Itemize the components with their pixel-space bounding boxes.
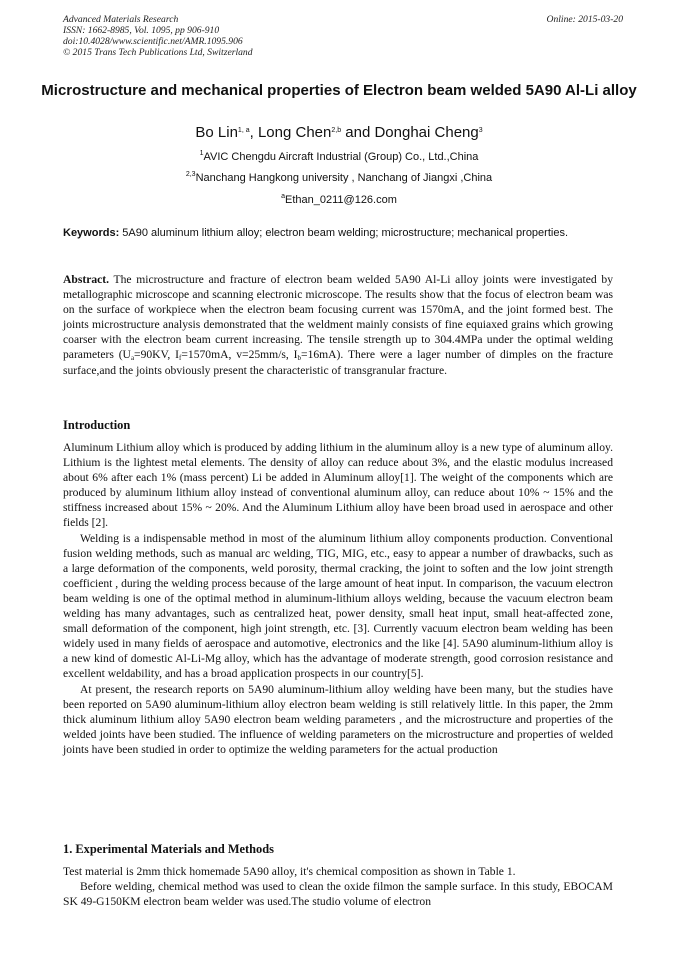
copyright-line: © 2015 Trans Tech Publications Ltd, Switzerland bbox=[63, 47, 253, 58]
issn-line: ISSN: 1662-8985, Vol. 1095, pp 906-910 bbox=[63, 25, 220, 36]
author-list bbox=[40, 123, 638, 143]
introduction-body bbox=[63, 440, 613, 757]
abstract bbox=[63, 272, 613, 378]
affiliation-superscript: a bbox=[281, 193, 286, 200]
affiliation-superscript: 1 bbox=[199, 150, 204, 157]
subscript: b bbox=[297, 354, 302, 363]
journal-name: Advanced Materials Research bbox=[63, 14, 179, 25]
abstract-text: =16mA). There were a lager number of dimples on the fracture surface,and the joints obviously present the characteristic of transgranular fracture. bbox=[63, 348, 613, 377]
keywords-text: 5A90 aluminum lithium alloy; electron beam welding; microstructure; mechanical properties. bbox=[119, 227, 569, 239]
affiliation-2 bbox=[40, 171, 638, 185]
author-name: Bo Lin bbox=[195, 124, 238, 141]
paper-title: Microstructure and mechanical properties of Electron beam welded 5A90 Al-Li alloy bbox=[41, 82, 637, 99]
author-superscript: 3 bbox=[478, 127, 483, 134]
author-name: Long Chen bbox=[257, 124, 332, 141]
abstract-text: =1570mA, v=25mm/s, I bbox=[181, 348, 298, 362]
author-superscript: 1, a bbox=[237, 127, 250, 134]
doi-line: doi:10.4028/www.scientific.net/AMR.1095.906 bbox=[63, 36, 243, 47]
author-separator: , bbox=[249, 124, 258, 141]
body-paragraph: Aluminum Lithium alloy which is produced by adding lithium in the aluminum alloy is a new type of aluminum alloy. Lithium is the lightest metal elements. The density of alloy can reduce about 3%, and the elastic modulus increased about 6% after each 1% (mass percent) Li be added in Aluminum alloy[1]. The weight of the components which are produced by aluminum lithium alloy instead of conventional aluminum alloy, can reduce about 10% ~ 15% and the stiffness increased about 15% ~ 20%. And the Aluminum Lithium alloy have been broad used in aerospace and other fields [2]. bbox=[63, 441, 613, 530]
subscript: a bbox=[130, 354, 135, 363]
body-paragraph: Before welding, chemical method was used to clean the oxide filmon the sample surface. In this study, EBOCAM SK 49-G150KM electron beam welder was used.The studio volume of electron bbox=[63, 880, 613, 909]
affiliation-superscript: 2,3 bbox=[185, 171, 196, 178]
introduction-heading: Introduction bbox=[63, 418, 131, 432]
body-paragraph: Welding is a indispensable method in most of the aluminum lithium alloy components production. Conventional fusion welding methods, such as manual arc welding, TIG, MIG, etc., easy to appear a number of drawbacks, such as a large deformation of the components, weld porosity, thermal cracking, the joint to soften and the low joint strength coefficient , during the welding process because of the large amount of heat input. In comparison, the vacuum electron beam welding is one of the optimal method in aluminum-lithium alloys welding, because the vacuum electron beam welding has many advantages, such as centralized heat, power density, small heat input, small heat-affected zone, small deformation of the component, high joint strength, etc. [3]. Currently vacuum electron beam welding has been widely used in many fields of aerospace and automotive, electronics and the like [4]. 5A90 aluminum-lithium alloy is a new kind of domestic Al-Li-Mg alloy, which has the advantage of moderate strength, good corrosion resistance and excellent weldability, and has a broad application prospects in our country[5]. bbox=[63, 531, 613, 681]
methods-body bbox=[63, 864, 613, 909]
email-text: Ethan_0211@126.com bbox=[285, 194, 397, 206]
author-superscript: 2,b bbox=[331, 127, 342, 134]
keywords bbox=[63, 227, 613, 241]
author-email bbox=[40, 193, 638, 207]
abstract-label: Abstract. bbox=[63, 273, 110, 286]
subscript: f bbox=[179, 354, 182, 363]
affiliation-1 bbox=[40, 150, 638, 164]
body-paragraph: At present, the research reports on 5A90 aluminum-lithium alloy welding have been many, but the studies have been reported on 5A90 aluminum-lithium alloy electron beam welding is still relatively little. In this paper, the 2mm thick aluminum lithium alloy 5A90 electron beam welding parameters , and the microstructure and properties of the welded joints have been studied. The influence of welding parameters on the microstructure and properties of welded joints have been studied in order to optimize the welding parameters for the actual production bbox=[63, 682, 613, 756]
author-separator: and bbox=[341, 124, 375, 141]
affiliation-text: AVIC Chengdu Aircraft Industrial (Group) Co., Ltd.,China bbox=[203, 151, 479, 163]
body-paragraph: Test material is 2mm thick homemade 5A90 alloy, it's chemical composition as shown in Table 1. bbox=[63, 865, 516, 878]
online-date: Online: 2015-03-20 bbox=[546, 14, 623, 25]
keywords-label: Keywords: bbox=[63, 227, 120, 239]
abstract-text: The microstructure and fracture of electron beam welded 5A90 Al-Li alloy joints were investigated by metallographic microscope and scanning electronic microscope. The results show that the focus of electron beam was on the surface of workpiece when the electron beam focusing current was 1570mA, and the joint formed best. The joints microstructure analysis demonstrated that the weldment mainly consists of fine equiaxed grains which growing coarser with the electron beam current increasing. The tensile strength up to 304.4MPa under the optimal welding parameters (U bbox=[63, 273, 613, 362]
affiliation-text: Nanchang Hangkong university , Nanchang of Jiangxi ,China bbox=[195, 172, 493, 184]
journal-header bbox=[63, 14, 623, 58]
author-name: Donghai Cheng bbox=[374, 124, 479, 141]
abstract-text: =90KV, I bbox=[134, 348, 180, 362]
methods-heading: 1. Experimental Materials and Methods bbox=[63, 842, 274, 856]
